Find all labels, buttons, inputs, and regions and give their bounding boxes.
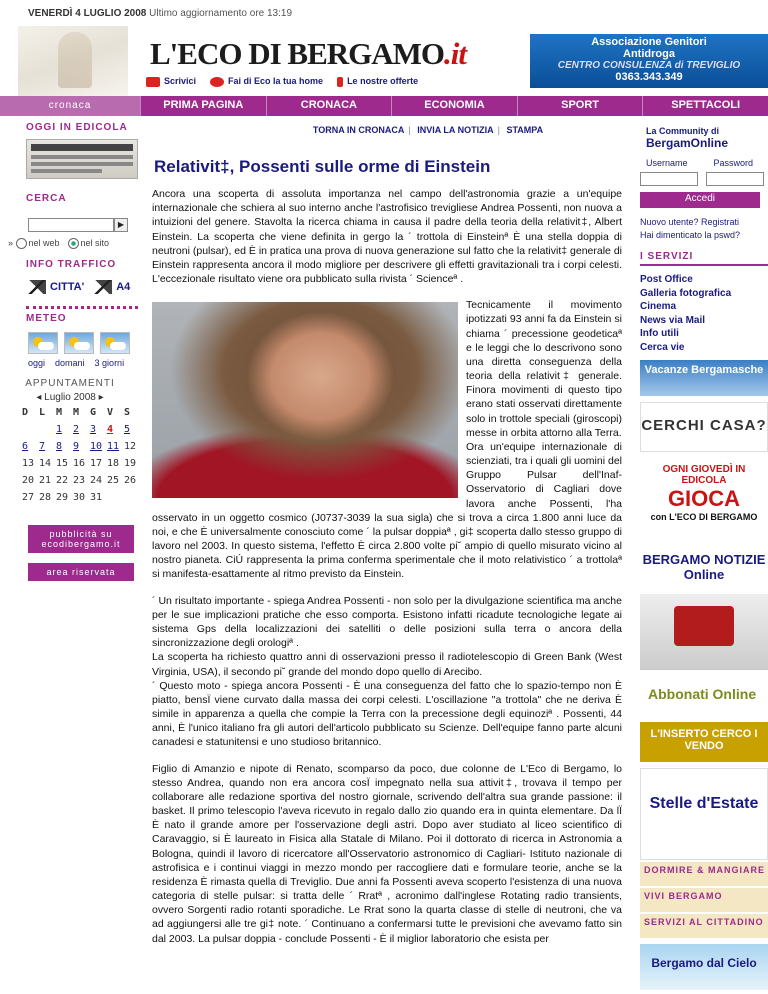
site-logo[interactable]: L'ECO DI BERGAMO.it: [150, 36, 467, 71]
ad-record-player[interactable]: [640, 594, 768, 670]
calendar-day: 18: [107, 458, 120, 470]
section-label: cronaca: [0, 96, 140, 116]
site-header: [0, 26, 768, 96]
weekday-label: V: [107, 407, 116, 419]
ad-bergamo-dal-cielo[interactable]: Bergamo dal Cielo: [640, 944, 768, 990]
password-field[interactable]: [706, 172, 764, 186]
edicola-heading: OGGI IN EDICOLA: [26, 122, 128, 133]
service-link[interactable]: News via Mail: [640, 314, 706, 326]
calendar-day: 21: [39, 475, 52, 487]
search-go-button[interactable]: ▶: [114, 218, 128, 232]
last-update: Ultimo aggiornamento ore 13:19: [149, 8, 293, 19]
ad-vivi-bergamo[interactable]: VIVI BERGAMO: [640, 888, 768, 912]
article-paragraph: Tecnicamente il movimento ipotizzati 93 anni fa da Einstein si chiama ´ precessione geodeticaª e le leggi che lo descrivono sono una diretta conseguenza della teoria della relativit‡ generale. Finora movimenti di questo tipo erano stati osservati direttamente solo in trottole speciali (giroscopi) messe in orbita attorno alla Terra.: [466, 299, 622, 439]
mountain-icon: [94, 280, 112, 294]
calendar-day[interactable]: 6: [22, 441, 29, 453]
calendar-month: ◂ Luglio 2008 ▸: [36, 392, 104, 404]
article-photo: [152, 302, 458, 498]
header-links: [146, 76, 418, 87]
calendar-day: 13: [22, 458, 35, 470]
ad-bergamo-notizie[interactable]: BERGAMO NOTIZIE Online: [640, 544, 768, 588]
service-link[interactable]: Info utili: [640, 328, 679, 340]
print-link[interactable]: STAMPA: [506, 125, 544, 135]
edicola-thumbnail[interactable]: [26, 139, 138, 179]
service-link[interactable]: Galleria fotografica: [640, 287, 732, 299]
calendar-day: 24: [90, 475, 103, 487]
search-scope: [8, 238, 140, 249]
mountain-icon: [28, 280, 46, 294]
article-title: Relativit‡, Possenti sulle orme di Einstein: [154, 157, 491, 176]
main-nav: [0, 96, 768, 116]
calendar-day: 30: [73, 492, 86, 504]
current-date: VENERDÌ 4 LUGLIO 2008: [28, 8, 147, 19]
calendar-day: [22, 424, 39, 435]
ad-gioca[interactable]: OGNI GIOVEDÌ IN EDICOLA GIOCA con L'ECO DI BERGAMO: [640, 458, 768, 538]
weekday-label: D: [22, 407, 31, 419]
services-heading: I SERVIZI: [640, 251, 768, 266]
offerte-link[interactable]: Le nostre offerte: [337, 76, 418, 87]
calendar-day: 23: [73, 475, 86, 487]
traffic-links: [28, 280, 140, 294]
calendar-day[interactable]: 8: [56, 441, 63, 453]
calendar-day: 17: [90, 458, 103, 470]
search-box: [28, 218, 140, 232]
weekday-label: G: [90, 407, 99, 419]
appointments-heading: APPUNTAMENTI: [25, 378, 115, 390]
home-link[interactable]: Fai di Eco la tua home: [210, 76, 323, 87]
calendar-day[interactable]: 7: [39, 441, 46, 453]
tab-prima-pagina[interactable]: PRIMA PAGINA: [140, 96, 266, 116]
calendar-day[interactable]: 3: [90, 424, 97, 436]
calendar-day: 25: [107, 475, 120, 487]
calendar-day: 20: [22, 475, 35, 487]
forgot-password-link[interactable]: Hai dimenticato la pswd?: [640, 229, 741, 240]
tab-cronaca[interactable]: CRONACA: [266, 96, 392, 116]
weekday-label: M: [56, 407, 65, 419]
calendar-day: [124, 492, 141, 503]
article-paragraph: Ancora una scoperta di assoluta importanza nel campo dell'astronomia grazie a un'equipe internazionale che schiera al suo interno anche l'astrofisico trevigliese Andrea Possenti, non nuova a intuizioni del genere. Stavolta la ricerca chiama in causa il padre della teoria della relativit‡, Albert Einstein. La scoperta che viene definita in gergo la ´ trottola di Einsteinª È una stella doppia di neutroni (pulsar), ed È in pratica una prova di nuova generazione sul fatto che la relativit‡ generale di Einstein rappresenta ancora il modo migliore per descrivere gli effetti gravitazionali tra i corpi celesti. L'eccezionale risultato viene ora pubblicato sulla rivista ´ Scienceª .: [152, 188, 622, 286]
tab-sport[interactable]: SPORT: [517, 96, 643, 116]
rss-icon: [146, 77, 160, 87]
traffic-city-link[interactable]: CITTA': [28, 280, 84, 294]
date-bar: [0, 0, 768, 26]
radio-site-option[interactable]: nel sito: [68, 238, 110, 249]
meteo-heading: METEO: [26, 313, 67, 325]
article-column: [146, 116, 630, 994]
calendar-day: 15: [56, 458, 69, 470]
article-body: [152, 187, 622, 946]
calendar-day: 27: [22, 492, 35, 504]
calendar-day: 31: [90, 492, 103, 504]
weekday-label: M: [73, 407, 82, 419]
weekday-label: S: [124, 407, 133, 419]
meteo-icons: [28, 332, 140, 354]
search-input[interactable]: [28, 218, 114, 232]
login-fields: [640, 172, 768, 186]
calendar-day[interactable]: 11: [107, 441, 120, 453]
ad-dormire[interactable]: DORMIRE & MANGIARE: [640, 862, 768, 886]
calendar-day: 14: [39, 458, 52, 470]
service-link[interactable]: Cinema: [640, 301, 677, 313]
calendar-day[interactable]: 2: [73, 424, 80, 436]
scrivici-link[interactable]: Scrivici: [146, 76, 196, 87]
service-link[interactable]: Cerca vie: [640, 341, 685, 353]
calendar-day: 28: [39, 492, 52, 504]
header-photo: [18, 26, 128, 96]
register-link[interactable]: Nuovo utente? Registrati: [640, 217, 740, 227]
ad-cerchi-casa[interactable]: CERCHI CASA?: [640, 402, 768, 452]
article-actions: TORNA IN CRONACA | INVIA LA NOTIZIA | STAMPA: [312, 125, 544, 135]
meteo-labels: oggi domani 3 giorni: [28, 358, 125, 369]
ad-abbonati[interactable]: Abbonati Online: [640, 676, 768, 716]
calendar-day[interactable]: 1: [56, 424, 63, 436]
radio-site[interactable]: [68, 238, 79, 249]
article-paragraph: Figlio di Amanzio e nipote di Renato, scomparso da poco, due colonne de L'Eco di Bergamo, lo stesso Andrea, quando non era ancora cosÏ impegnato nella sua attivit‡, trovava il tempo per collaborare alle redazione sportiva del nostro giornale, scrivendo dell'altra sua grande passione: il basket. Il primo telescopio l'aveva ricevuto in regalo dallo zio quando era in quinta elementare. Da lÏ È nato il grande amore per l'osservazione degli astri. Dopo aver studiato al liceo scientifico di Caravaggio, si È laureato in Fisica alla Statale di Milano. Poi il dottorato di ricerca in Astronomia a Bologna, quindi il lavoro di ricercatore all'Osservatorio astronomico di Cagliari- Istituto nazionale di astrofisica e i continui viaggi in mezzo mondo per raccogliere dati e formulare teorie, anche se la residenza È rimasta quella di Treviglio. Due anni fa Possenti aveva scoperto l'esistenza di una nuova categoria di stelle pulsar: si tratta delle ´ Rratª , acronimo dall'inglese Rotating radio transients, ovvero Sorgenti radio rotanti sporadiche. Le Rrat sono la quarta classe di stelle di neutroni, che va ad aggiungersi alle tre gi‡ note. ´ Continuano a confermarsi tutte le previsioni che avevamo fatto sin dal 2003. La pulsar doppia - conclude Possenti - È il miglior laboratorio che esista per: [152, 762, 622, 945]
article-paragraph: ´ Questo moto - spiega ancora Possenti - È una conseguenza del fatto che lo spazio-tempo non È piatto, bensÏ viene curvato dalla massa dei corpi celesti. L'oscillazione "a trottola" che ne deriva È simile in apparenza a quella che compie la Terra con la precessione degli equinoziª . Possenti, 44 anni, È l'unico italiano fra gli autori dell'articolo pubblicato su Scienze. Dell'equipe fanno parte alcuni canadesi e statunitensi e uno studioso britannico.: [152, 679, 622, 749]
calendar-day[interactable]: 9: [73, 441, 80, 453]
ad-inserto[interactable]: L'INSERTO CERCO I VENDO: [640, 722, 768, 762]
banner-genitori[interactable]: Associazione Genitori Antidroga CENTRO CONSULENZA di TREVIGLIO 0363.343.349: [530, 34, 768, 88]
calendar-day: 29: [56, 492, 69, 504]
home-icon: [210, 77, 224, 87]
calendar-day[interactable]: 10: [90, 441, 103, 453]
calendar-day: 16: [73, 458, 86, 470]
calendar-day[interactable]: 5: [124, 424, 131, 436]
right-sidebar: [640, 116, 768, 994]
service-link[interactable]: Post Office: [640, 274, 693, 286]
article-paragraph: La scoperta ha richiesto quattro anni di osservazioni presso il radiotelescopio di Green Bank (West Virginia, USA), il secondo pi˘ grande del mondo dopo quello di Arecibo.: [152, 651, 622, 678]
radio-web[interactable]: [16, 238, 27, 249]
article-paragraph: Ora un'equipe internazionale di scienziati, tra i quali gli uomini del Gruppo Pulsar dell'Inaf-Osservatorio di Cagliari dove lavora anche Possenti, l'ha osservato in un oggetto cosmico (J0737-3039 la sua sigla) che si trova a circa 1.800 anni luce da noi, e che È universalmente conosciuto come ´ la pulsar doppiaª , gi‡ scoperta dallo stesso gruppo di lavoro nel 2003. In questo sistema, l'effetto È circa 2.800 volte pi˘ ampio di quello misurato vicino al nostro pianeta. CiÚ rappresenta la prima conferma sperimentale che il moto relativistico ´ a trottolaª si manifesta-esattamente al ritmo previsto da Einstein.: [152, 440, 622, 581]
back-to-cronaca-link[interactable]: TORNA IN CRONACA: [312, 125, 405, 135]
send-news-link[interactable]: INVIA LA NOTIZIA: [417, 125, 494, 135]
weather-3days-icon[interactable]: [100, 332, 130, 354]
calendar-day: 12: [124, 441, 137, 453]
reserved-area-button[interactable]: area riservata: [28, 563, 134, 581]
ad-vacanze[interactable]: Vacanze Bergamasche: [640, 360, 768, 396]
radio-web-option[interactable]: » nel web: [8, 238, 60, 248]
weekday-label: L: [39, 407, 48, 419]
divider: [26, 306, 138, 309]
traffic-heading: INFO TRAFFICO: [26, 259, 117, 271]
calendar-day: 22: [56, 475, 69, 487]
weather-today-icon[interactable]: [28, 332, 58, 354]
search-heading: CERCA: [26, 193, 67, 204]
login-labels: Username Password: [646, 158, 754, 168]
calendar-day[interactable]: 4: [107, 424, 114, 436]
calendar-grid: [22, 407, 140, 503]
account-links: [640, 216, 768, 241]
services-list: [640, 273, 768, 354]
username-field[interactable]: [640, 172, 698, 186]
calendar-day: 26: [124, 475, 137, 487]
ad-servizi-cittadino[interactable]: SERVIZI AL CITTADINO: [640, 914, 768, 938]
left-sidebar: [0, 116, 140, 994]
calendar-day: [107, 492, 124, 503]
article-paragraph: ´ Un risultato importante - spiega Andrea Possenti - non solo per la divulgazione scientifica ma anche per le sue implicazioni pratiche che esso comporta. Esistono infatti ricadute tecnologiche legate ai sistema Gps della localizzazioni dei satelliti o delle posizioni sulla terra o ancora della sincronizzazione degli orologiª .: [152, 594, 622, 650]
community-logo[interactable]: La Community di BergamOnline: [646, 126, 729, 150]
tab-economia[interactable]: ECONOMIA: [391, 96, 517, 116]
advertise-button[interactable]: pubblicità su ecodibergamo.it: [28, 525, 134, 553]
tab-spettacoli[interactable]: SPETTACOLI: [642, 96, 768, 116]
ad-stelle-estate[interactable]: Stelle d'Estate: [640, 768, 768, 860]
alert-icon: [337, 77, 343, 87]
login-button[interactable]: Accedi: [640, 192, 760, 208]
calendar-day: 19: [124, 458, 137, 470]
traffic-a4-link[interactable]: A4: [94, 280, 130, 294]
calendar-day: [39, 424, 56, 435]
weather-tomorrow-icon[interactable]: [64, 332, 94, 354]
